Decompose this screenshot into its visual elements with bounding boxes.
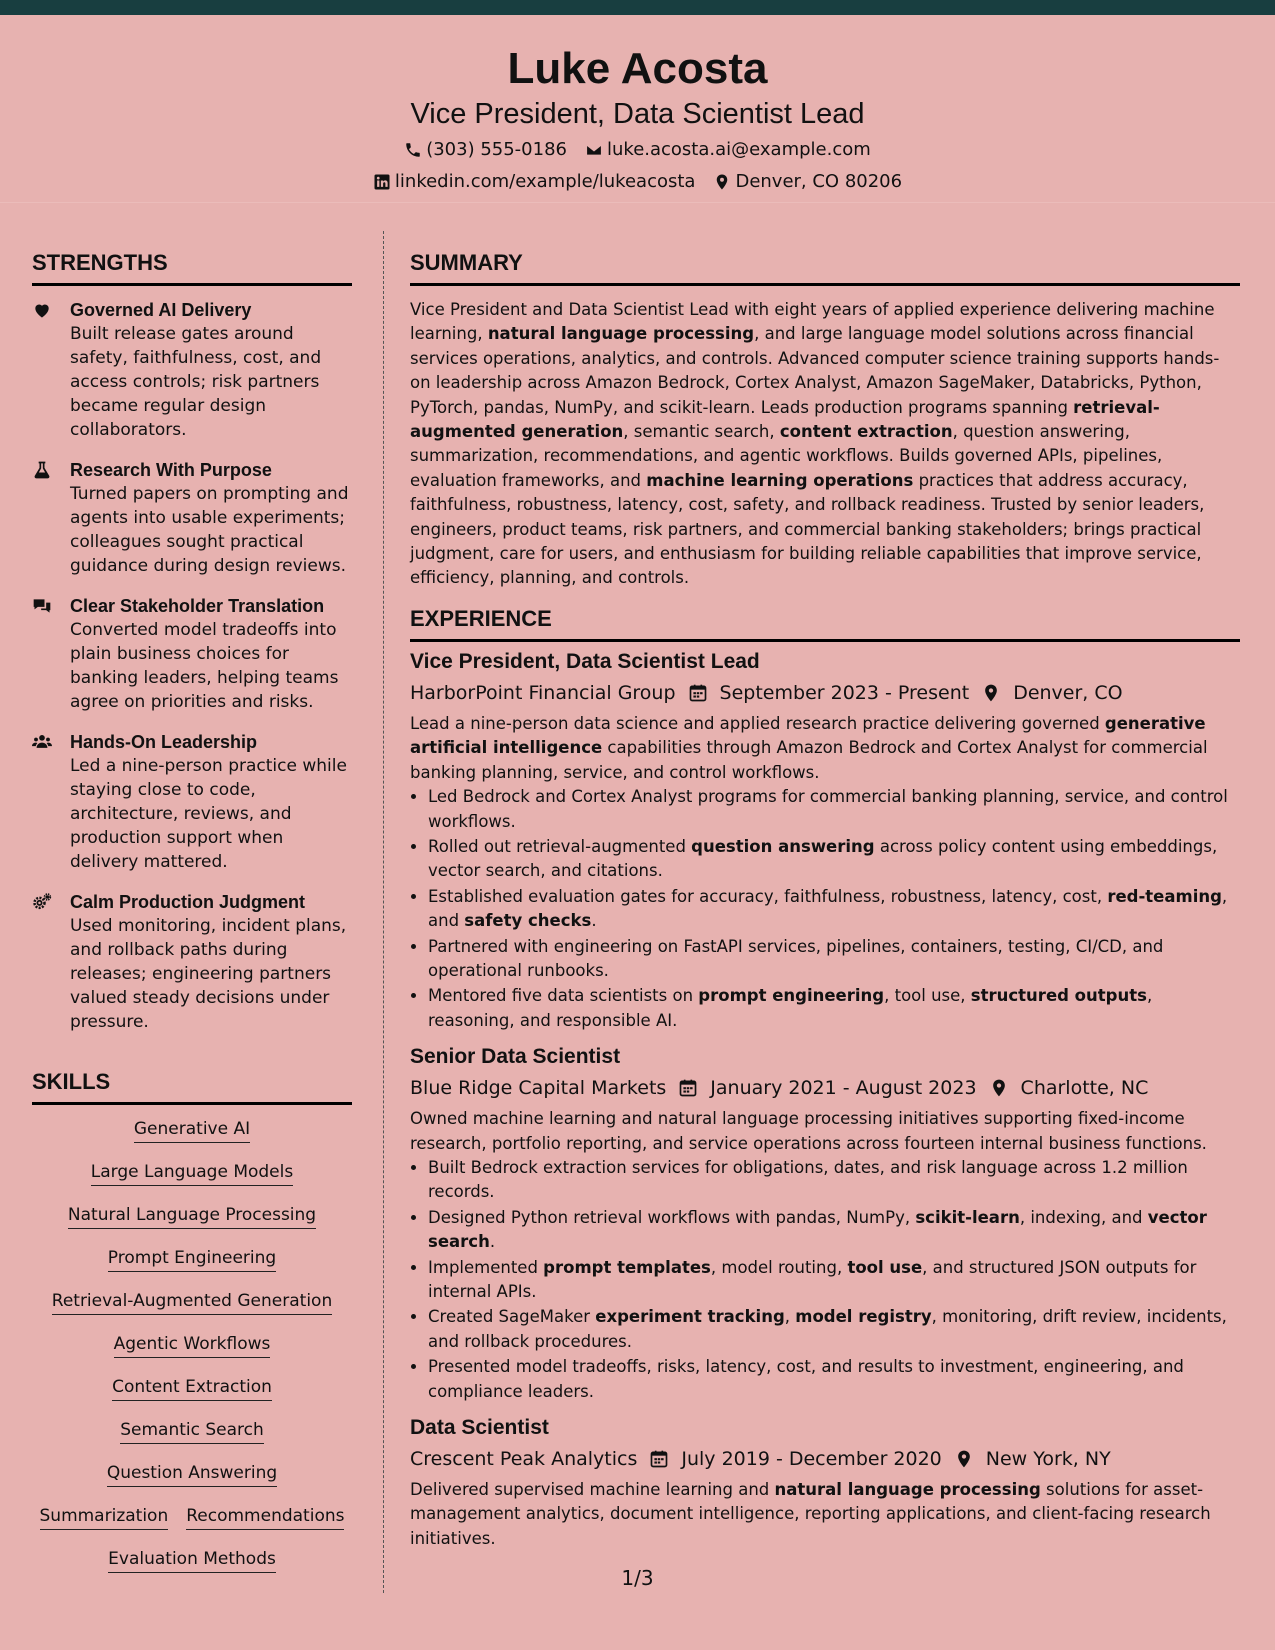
bold-text: machine learning operations bbox=[646, 470, 914, 490]
job-title: Vice President, Data Scientist Lead bbox=[410, 649, 760, 673]
strength-body bbox=[70, 298, 352, 442]
bold-text: vector search bbox=[428, 1207, 1207, 1252]
summary-heading: SUMMARY bbox=[410, 231, 1240, 286]
heart-icon bbox=[32, 298, 70, 442]
text-segment: Built Bedrock extraction services for obligations, dates, and risk language across 1.2 million records. bbox=[428, 1157, 1188, 1202]
skill-tag: Content Extraction bbox=[112, 1375, 272, 1401]
job-location: Denver, CO bbox=[1013, 681, 1123, 704]
company-name: Blue Ridge Capital Markets bbox=[410, 1077, 667, 1100]
job-title: Senior Data Scientist bbox=[410, 1045, 621, 1069]
skill-row bbox=[32, 1246, 352, 1272]
skill-row bbox=[32, 1375, 352, 1401]
text-segment: , bbox=[784, 1307, 796, 1327]
text-segment: , and bbox=[428, 886, 1228, 931]
strength-body bbox=[70, 458, 352, 578]
skill-tag: Summarization bbox=[40, 1504, 169, 1530]
bullet-item bbox=[428, 1206, 1240, 1255]
text-segment: . bbox=[489, 1232, 496, 1252]
bold-text: content extraction bbox=[779, 422, 953, 442]
job-title: Data Scientist bbox=[410, 1416, 549, 1440]
skill-tag: Prompt Engineering bbox=[108, 1246, 276, 1272]
skill-tag: Large Language Models bbox=[91, 1160, 293, 1186]
skill-row bbox=[32, 1117, 352, 1143]
experience-entry bbox=[410, 1043, 1240, 1404]
text-segment: , and structured JSON outputs for internal APIs. bbox=[428, 1257, 1197, 1301]
skills-list bbox=[32, 1117, 352, 1573]
skill-tag: Question Answering bbox=[107, 1461, 277, 1487]
skill-tag: Agentic Workflows bbox=[114, 1332, 271, 1358]
text-segment: practices that address accuracy, faithfulness, robustness, latency, cost, safety, and rollback readiness. Trusted by senior leaders, engineers, product teams, risk partners, and commercial banking stakeholders; brings practical judgment, care for users, and enthusiasm for building reliable capabilities that improve service, efficiency, planning, and controls. bbox=[410, 470, 1205, 588]
text-segment: Rolled out retrieval-augmented bbox=[428, 836, 692, 856]
text-segment: , monitoring, drift review, incidents, and rollback procedures. bbox=[428, 1307, 1227, 1351]
strength-title: Hands-On Leadership bbox=[70, 732, 258, 752]
bold-text: model registry bbox=[795, 1307, 932, 1327]
bold-text: prompt templates bbox=[543, 1257, 711, 1277]
phone-icon bbox=[404, 141, 422, 159]
bold-text: scikit-learn bbox=[915, 1207, 1020, 1227]
bold-text: experiment tracking bbox=[595, 1307, 785, 1327]
candidate-name: Luke Acosta bbox=[507, 44, 768, 93]
strength-text: Led a nine-person practice while staying close to code, architecture, reviews, and production support when delivery mattered. bbox=[70, 756, 347, 872]
map-pin-icon bbox=[989, 1078, 1009, 1098]
location-contact bbox=[713, 170, 902, 194]
bullet-item bbox=[428, 1256, 1240, 1305]
job-dates: July 2019 - December 2020 bbox=[681, 1448, 942, 1471]
contact-row-1 bbox=[0, 138, 1275, 162]
skill-row bbox=[32, 1418, 352, 1444]
job-description bbox=[410, 1107, 1240, 1156]
skill-row bbox=[32, 1289, 352, 1315]
text-segment: , tool use, bbox=[884, 986, 971, 1006]
bullet-item bbox=[428, 1305, 1240, 1354]
company-name: HarborPoint Financial Group bbox=[410, 681, 676, 704]
email-contact[interactable] bbox=[585, 138, 871, 162]
strength-item bbox=[32, 458, 352, 578]
bullet-item bbox=[428, 835, 1240, 884]
job-meta bbox=[410, 1446, 1240, 1472]
text-segment: capabilities through Amazon Bedrock and Cortex Analyst for commercial banking planning, service, and control workflows. bbox=[410, 738, 1208, 782]
bold-text: generative artificial intelligence bbox=[410, 713, 1206, 758]
right-column bbox=[410, 231, 1240, 1590]
calendar-icon bbox=[678, 1078, 698, 1098]
text-segment: Implemented bbox=[428, 1257, 544, 1277]
job-location: New York, NY bbox=[985, 1448, 1111, 1471]
strength-item bbox=[32, 298, 352, 442]
linkedin-icon bbox=[373, 173, 391, 191]
text-segment: Lead a nine-person data science and applied research practice delivering governed bbox=[410, 713, 1105, 733]
resume-body bbox=[0, 203, 1275, 1590]
skill-tag: Recommendations bbox=[186, 1504, 344, 1530]
bullet-item bbox=[428, 1156, 1240, 1205]
job-meta bbox=[410, 680, 1240, 706]
gears-icon bbox=[32, 890, 70, 1034]
envelope-icon bbox=[585, 141, 603, 159]
bullet-item bbox=[428, 1355, 1240, 1404]
job-description bbox=[410, 712, 1240, 785]
experience-entry bbox=[410, 648, 1240, 1033]
map-pin-icon bbox=[981, 683, 1001, 703]
text-segment: Delivered supervised machine learning and bbox=[410, 1480, 775, 1500]
bullet-item bbox=[428, 785, 1240, 834]
bold-text: red-teaming bbox=[1107, 886, 1222, 906]
job-location: Charlotte, NC bbox=[1020, 1077, 1149, 1100]
bold-text: question answering bbox=[691, 836, 875, 856]
text-segment: Presented model tradeoffs, risks, latency, cost, and results to investment, engineering, and compliance leaders. bbox=[428, 1357, 1184, 1401]
text-segment: Established evaluation gates for accuracy, faithfulness, robustness, latency, cost, bbox=[428, 886, 1108, 906]
text-segment: , question answering, summarization, recommendations, and agentic workflows. Builds governed APIs, pipelines, evaluation frameworks, and bbox=[410, 422, 1163, 490]
text-segment: Owned machine learning and natural language processing initiatives supporting fixed-income research, portfolio reporting, and service operations across fourteen internal business functions. bbox=[410, 1109, 1207, 1153]
experience-heading: EXPERIENCE bbox=[410, 591, 1240, 642]
bullet-item bbox=[428, 935, 1240, 984]
strength-body bbox=[70, 594, 352, 714]
skill-tag: Evaluation Methods bbox=[108, 1547, 276, 1573]
column-divider bbox=[383, 231, 384, 1593]
comments-icon bbox=[32, 594, 70, 714]
text-segment: solutions for asset-management analytics, document intelligence, reporting applications, and client-facing research initiatives. bbox=[410, 1480, 1211, 1548]
skills-heading: SKILLS bbox=[32, 1050, 352, 1105]
job-bullets bbox=[410, 785, 1240, 1033]
skill-row bbox=[32, 1461, 352, 1487]
calendar-icon bbox=[688, 683, 708, 703]
strength-item bbox=[32, 594, 352, 714]
skill-row bbox=[32, 1203, 352, 1229]
phone-contact bbox=[404, 138, 567, 162]
calendar-icon bbox=[649, 1449, 669, 1469]
skill-row bbox=[32, 1332, 352, 1358]
strength-item bbox=[32, 890, 352, 1034]
users-icon bbox=[32, 730, 70, 874]
experience-list bbox=[410, 648, 1240, 1551]
skill-row bbox=[32, 1160, 352, 1186]
text-segment: , semantic search, bbox=[623, 422, 780, 442]
text-segment: Created SageMaker bbox=[428, 1307, 596, 1327]
strength-title: Clear Stakeholder Translation bbox=[70, 596, 325, 616]
strength-body bbox=[70, 730, 352, 874]
bold-text: natural language processing bbox=[774, 1480, 1041, 1500]
strength-text: Built release gates around safety, faithfulness, cost, and access controls; risk partners became regular design collaborators. bbox=[70, 324, 322, 440]
skill-tag: Natural Language Processing bbox=[68, 1203, 316, 1229]
bold-text: retrieval-augmented generation bbox=[410, 397, 1160, 442]
phone-text: (303) 555-0186 bbox=[426, 139, 567, 160]
strength-title: Research With Purpose bbox=[70, 460, 272, 480]
candidate-title: Vice President, Data Scientist Lead bbox=[410, 98, 865, 130]
text-segment: , indexing, and bbox=[1019, 1207, 1148, 1227]
job-meta bbox=[410, 1075, 1240, 1101]
left-column bbox=[32, 231, 352, 1590]
text-segment: Vice President and Data Scientist Lead with eight years of applied experience delivering machine learning, bbox=[410, 300, 1215, 344]
text-segment: , model routing, bbox=[710, 1257, 848, 1277]
bold-text: safety checks bbox=[464, 911, 592, 931]
summary-text bbox=[410, 298, 1240, 591]
skill-tag: Generative AI bbox=[134, 1117, 250, 1143]
resume-header bbox=[0, 15, 1275, 203]
bullet-item bbox=[428, 984, 1240, 1033]
text-segment: . bbox=[591, 911, 597, 931]
flask-icon bbox=[32, 458, 70, 578]
bold-text: structured outputs bbox=[970, 986, 1147, 1006]
email-text[interactable]: luke.acosta.ai@example.com bbox=[607, 139, 871, 160]
company-name: Crescent Peak Analytics bbox=[410, 1448, 638, 1471]
skill-row bbox=[32, 1504, 352, 1530]
text-segment: Led Bedrock and Cortex Analyst programs for commercial banking planning, service, and control workflows. bbox=[428, 787, 1228, 831]
page-number: 1/3 bbox=[621, 1566, 654, 1590]
linkedin-text[interactable]: linkedin.com/example/lukeacosta bbox=[394, 171, 696, 192]
job-dates: January 2021 - August 2023 bbox=[710, 1077, 977, 1100]
text-segment: Designed Python retrieval workflows with pandas, NumPy, bbox=[428, 1207, 916, 1227]
skill-tag: Semantic Search bbox=[120, 1418, 264, 1444]
text-segment: across policy content using embeddings, vector search, and citations. bbox=[428, 836, 1218, 881]
strength-body bbox=[70, 890, 352, 1034]
location-text: Denver, CO 80206 bbox=[735, 171, 903, 192]
job-dates: September 2023 - Present bbox=[719, 681, 970, 704]
text-segment: , reasoning, and responsible AI. bbox=[428, 986, 1153, 1030]
bold-text: prompt engineering bbox=[698, 986, 885, 1006]
top-color-bar bbox=[0, 0, 1275, 15]
map-pin-icon bbox=[713, 173, 731, 191]
job-description bbox=[410, 1478, 1240, 1551]
bullet-item bbox=[428, 885, 1240, 934]
strength-text: Turned papers on prompting and agents into usable experiments; colleagues sought practical guidance during design reviews. bbox=[70, 484, 349, 576]
text-segment: , and large language model solutions across financial services operations, analytics, and controls. Advanced computer science training supports hands-on leadership across Amazon Bedrock, Cortex Analyst, Amazon SageMaker, Databricks, Python, PyTorch, pandas, NumPy, and scikit-learn. Leads production programs spanning bbox=[410, 324, 1220, 417]
strength-text: Converted model tradeoffs into plain business choices for banking leaders, helping teams agree on priorities and risks. bbox=[70, 620, 339, 712]
contact-row-2 bbox=[0, 170, 1275, 194]
bold-text: tool use bbox=[847, 1257, 923, 1277]
text-segment: Mentored five data scientists on bbox=[428, 986, 699, 1006]
skill-tag: Retrieval-Augmented Generation bbox=[52, 1289, 332, 1315]
strengths-list bbox=[32, 298, 352, 1034]
strength-text: Used monitoring, incident plans, and rollback paths during releases; engineering partners valued steady decisions under pressure. bbox=[70, 916, 347, 1032]
map-pin-icon bbox=[954, 1449, 974, 1469]
text-segment: Partnered with engineering on FastAPI services, pipelines, containers, testing, CI/CD, and operational runbooks. bbox=[428, 936, 1164, 980]
strength-title: Calm Production Judgment bbox=[70, 892, 306, 912]
linkedin-contact[interactable] bbox=[373, 170, 696, 194]
bold-text: natural language processing bbox=[487, 324, 755, 344]
strength-title: Governed AI Delivery bbox=[70, 300, 252, 320]
strengths-heading: STRENGTHS bbox=[32, 231, 352, 286]
job-bullets bbox=[410, 1156, 1240, 1404]
strength-item bbox=[32, 730, 352, 874]
experience-entry bbox=[410, 1414, 1240, 1551]
